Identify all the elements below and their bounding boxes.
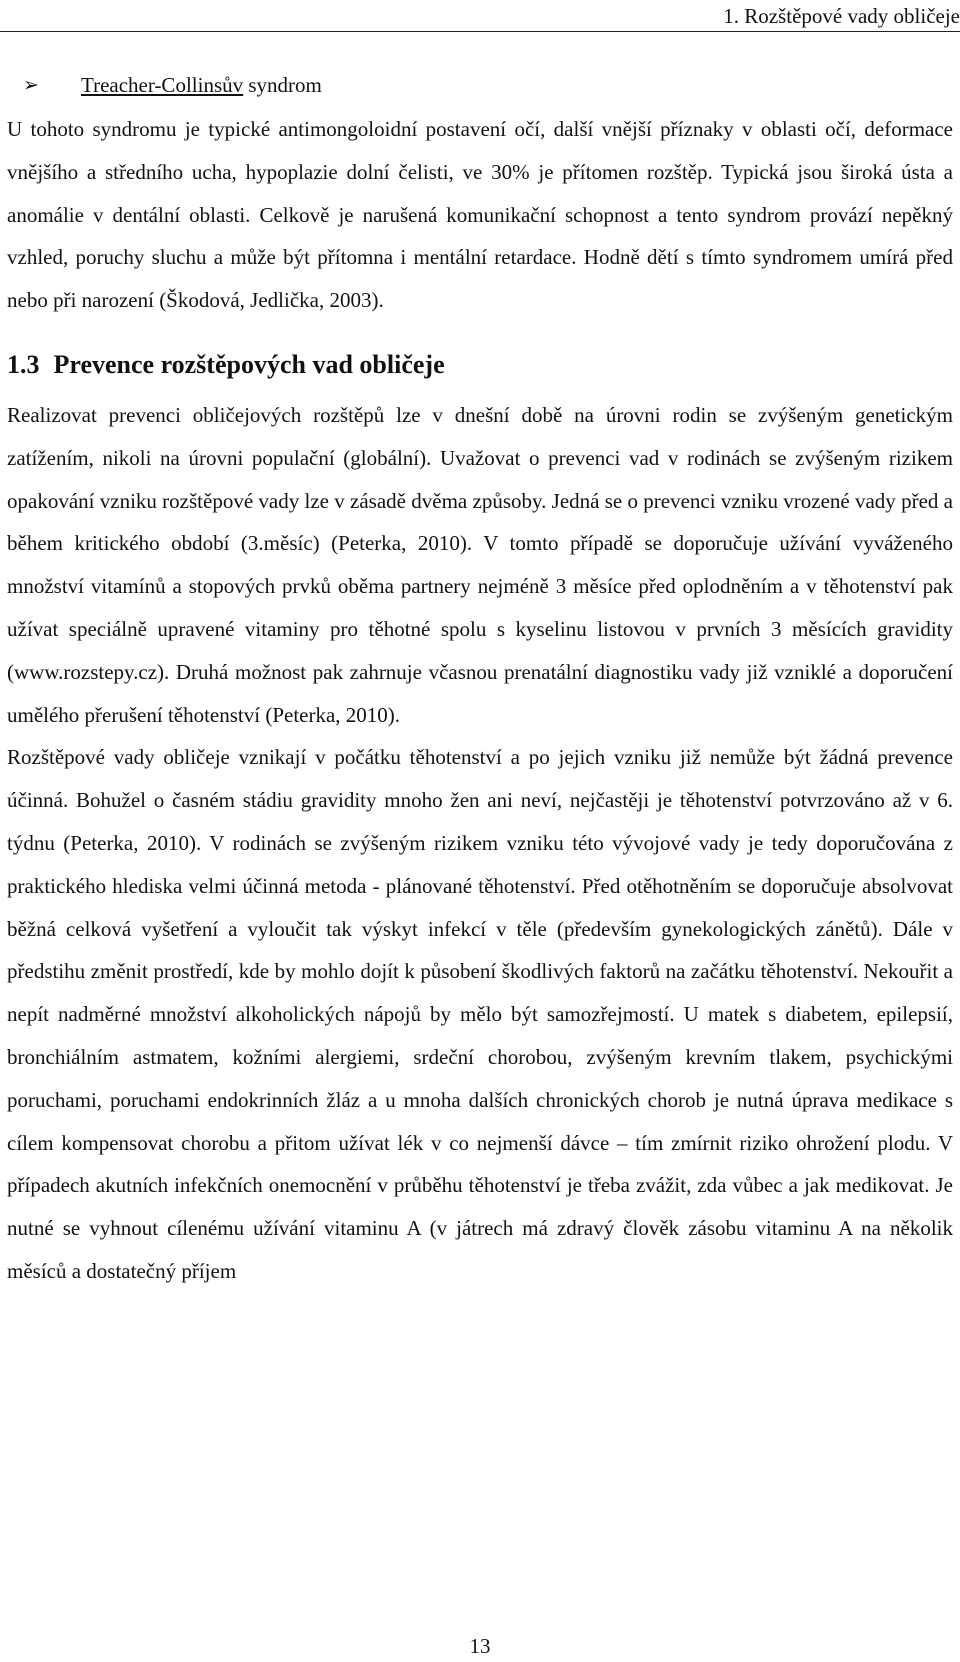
prevention-paragraph-1: Realizovat prevenci obličejových rozštěpů lze v dnešní době na úrovni rodin se zvýšeným genetickým zatížením, nikoli na úrovni populační (globální). Uvažovat o prevenci vad v rodinách se zvýšeným rizikem opakování vzniku rozštěpové vady lze v zásadě dvěma způsoby. Jedná se o prevenci vzniku vrozené vady před a během kritického období (3.měsíc) (Peterka, 2010). V tomto případě se doporučuje užívání vyváženého množství vitamínů a stopových prvků oběma partnery nejméně 3 měsíce před oplodněním a v těhotenství pak užívat speciálně upravené vitaminy pro těhotné spolu s kyselinu listovou v prvních 3 měsících gravidity (www.rozstepy.cz). Druhá možnost pak zahrnuje včasnou prenatální diagnostiku vady již vzniklé a doporučení umělého přerušení těhotenství (Peterka, 2010). — [7, 402, 953, 727]
page-number: 13 — [469, 1634, 491, 1658]
subheading-title-rest: syndrom — [243, 73, 322, 97]
section-number: 1.3 — [7, 349, 40, 379]
subheading-title-underlined: Treacher-Collinsův — [81, 73, 244, 97]
section-title: Prevence rozštěpových vad obličeje — [53, 349, 445, 379]
treacher-subheading — [7, 62, 953, 108]
running-header: 1. Rozštěpové vady obličeje — [723, 4, 960, 28]
prevention-paragraph-2: Rozštěpové vady obličeje vznikají v počátku těhotenství a po jejich vzniku již nemůže být žádná prevence účinná. Bohužel o časném stádiu gravidity mnoho žen ani neví, nejčastěji je těhotenství potvrzováno až v 6. týdnu (Peterka, 2010). V rodinách se zvýšeným rizikem vzniku této vývojové vady je tedy doporučována z praktického hlediska velmi účinná metoda - plánované těhotenství. Před otěhotněním se doporučuje absolvovat běžná celková vyšetření a vyloučit tak výskyt infekcí v těle (především gynekologických zánětů). Dále v předstihu změnit prostředí, kde by mohlo dojít k působení škodlivých faktorů na začátku těhotenství. Nekouřit a nepít nadměrné množství alkoholických nápojů by mělo být samozřejmostí. U matek s diabetem, epilepsií, bronchiálním astmatem, kožními alergiemi, srdeční chorobou, zvýšeným krevním tlakem, psychickými poruchami, poruchami endokrinních žláz a u mnoha dalších chronických chorob je nutná úprava medikace s cílem kompensovat chorobu a přitom užívat lék v co nejmenší dávce – tím zmírnit riziko ohrožení plodu. V případech akutních infekčních onemocnění v průběhu těhotenství je třeba zvážit, zda vůbec a jak medikovat. Je nutné se vyhnout cílenému užívání vitaminu A (v játrech má zdravý člověk zásobu vitaminu A na několik měsíců a dostatečný příjem — [7, 745, 953, 1283]
arrow-bullet-icon: ➢ — [23, 74, 39, 96]
header-rule — [0, 31, 960, 32]
page-content — [7, 62, 953, 1293]
treacher-paragraph: U tohoto syndromu je typické antimongoloidní postavení očí, další vnější příznaky v oblasti očí, deformace vnějšího a středního ucha, hypoplazie dolní čelisti, ve 30% je přítomen rozštěp. Typická jsou široká ústa a anomálie v dentální oblasti. Celkově je narušená komunikační schopnost a tento syndrom provází nepěkný vzhled, poruchy sluchu a může být přítomna i mentální retardace. Hodně dětí s tímto syndromem umírá před nebo při narození (Škodová, Jedlička, 2003). — [7, 117, 953, 313]
section-heading — [7, 336, 953, 394]
